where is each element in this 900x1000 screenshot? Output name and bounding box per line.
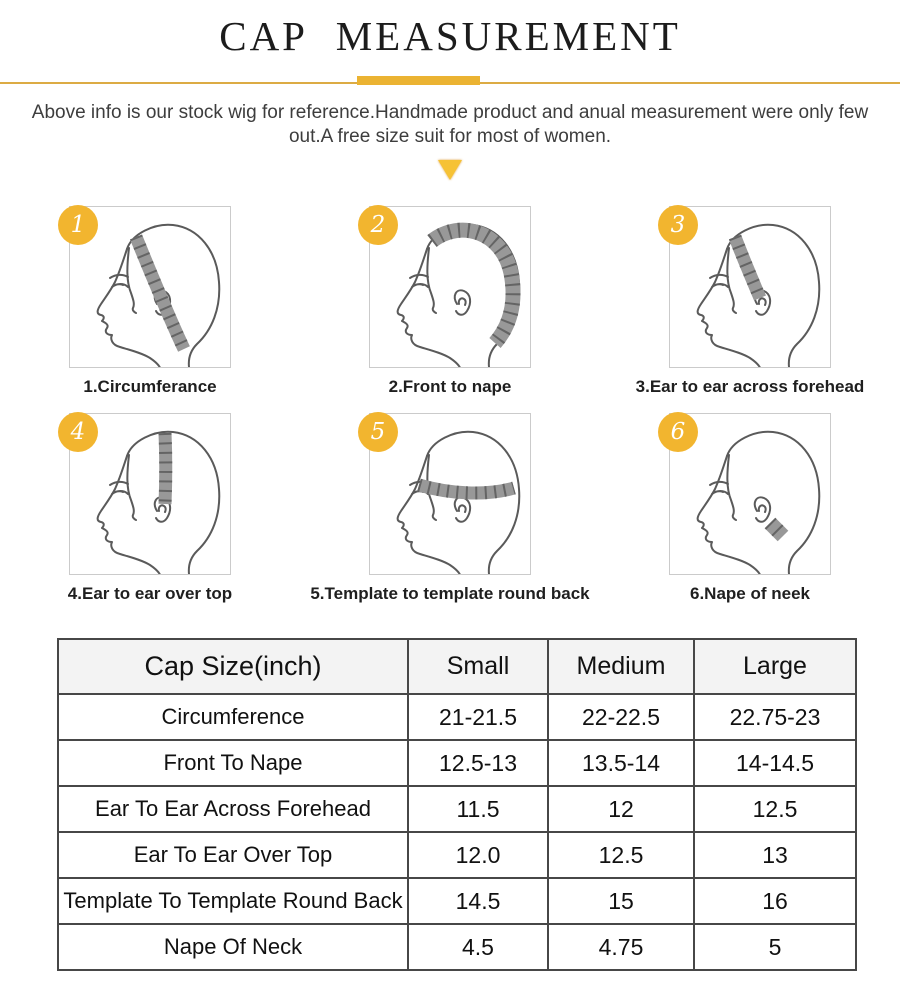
gold-divider [0, 74, 900, 85]
table-row [58, 832, 856, 878]
cell-value: 13 [694, 832, 856, 878]
cell-value: 16 [694, 878, 856, 924]
column-header-large: Large [694, 639, 856, 694]
step-badge: 3 [658, 205, 698, 245]
column-header-small: Small [408, 639, 548, 694]
cell-value: 22-22.5 [548, 694, 694, 740]
cell-value: 14.5 [408, 878, 548, 924]
diagram-label: 4.Ear to ear over top [67, 584, 233, 603]
cap-size-table [57, 638, 857, 971]
cell-value: 4.5 [408, 924, 548, 970]
cell-value: 12.5 [694, 786, 856, 832]
measurement-diagrams [0, 206, 900, 604]
column-header-cap-size: Cap Size(inch) [58, 639, 408, 694]
head-image-frame [669, 413, 831, 575]
row-label: Ear To Ear Across Forehead [58, 786, 408, 832]
cell-value: 13.5-14 [548, 740, 694, 786]
diagram-ear-to-ear-forehead [600, 206, 900, 397]
table-row [58, 924, 856, 970]
cell-value: 4.75 [548, 924, 694, 970]
head-image-frame [369, 206, 531, 368]
diagram-label: 3.Ear to ear across forehead [635, 377, 865, 396]
reference-note: Above info is our stock wig for reference.Handmade product and anual measurement were only few out.A free size suit for most of women. [31, 102, 869, 147]
step-badge: 2 [358, 205, 398, 245]
page-title: CAP MEASUREMENT [219, 13, 681, 59]
diagram-template-round-back [300, 413, 600, 604]
column-header-medium: Medium [548, 639, 694, 694]
cell-value: 12.0 [408, 832, 548, 878]
diagram-nape-of-neck [600, 413, 900, 604]
diagram-circumference [0, 206, 300, 397]
row-label: Template To Template Round Back [58, 878, 408, 924]
diagram-label: 1.Circumferance [83, 377, 217, 396]
step-badge: 6 [658, 412, 698, 452]
cell-value: 5 [694, 924, 856, 970]
diagram-front-to-nape [300, 206, 600, 397]
head-image-frame [69, 413, 231, 575]
step-badge: 4 [58, 412, 98, 452]
head-image-frame [69, 206, 231, 368]
table-header-row [58, 639, 856, 694]
diagram-label: 5.Template to template round back [310, 584, 590, 603]
step-badge: 1 [58, 205, 98, 245]
cell-value: 12.5-13 [408, 740, 548, 786]
head-image-frame [369, 413, 531, 575]
gold-divider-bar [357, 76, 480, 85]
row-label: Circumference [58, 694, 408, 740]
cell-value: 15 [548, 878, 694, 924]
row-label: Front To Nape [58, 740, 408, 786]
cell-value: 12 [548, 786, 694, 832]
table-row [58, 878, 856, 924]
diagram-label: 6.Nape of neek [690, 584, 810, 603]
cell-value: 21-21.5 [408, 694, 548, 740]
table-row [58, 740, 856, 786]
table-row [58, 694, 856, 740]
step-badge: 5 [358, 412, 398, 452]
down-triangle-icon [438, 160, 462, 180]
cell-value: 12.5 [548, 832, 694, 878]
diagram-ear-to-ear-over-top [0, 413, 300, 604]
head-image-frame [669, 206, 831, 368]
cell-value: 22.75-23 [694, 694, 856, 740]
table-row [58, 786, 856, 832]
row-label: Nape Of Neck [58, 924, 408, 970]
diagram-label: 2.Front to nape [388, 377, 512, 396]
row-label: Ear To Ear Over Top [58, 832, 408, 878]
cell-value: 14-14.5 [694, 740, 856, 786]
cell-value: 11.5 [408, 786, 548, 832]
